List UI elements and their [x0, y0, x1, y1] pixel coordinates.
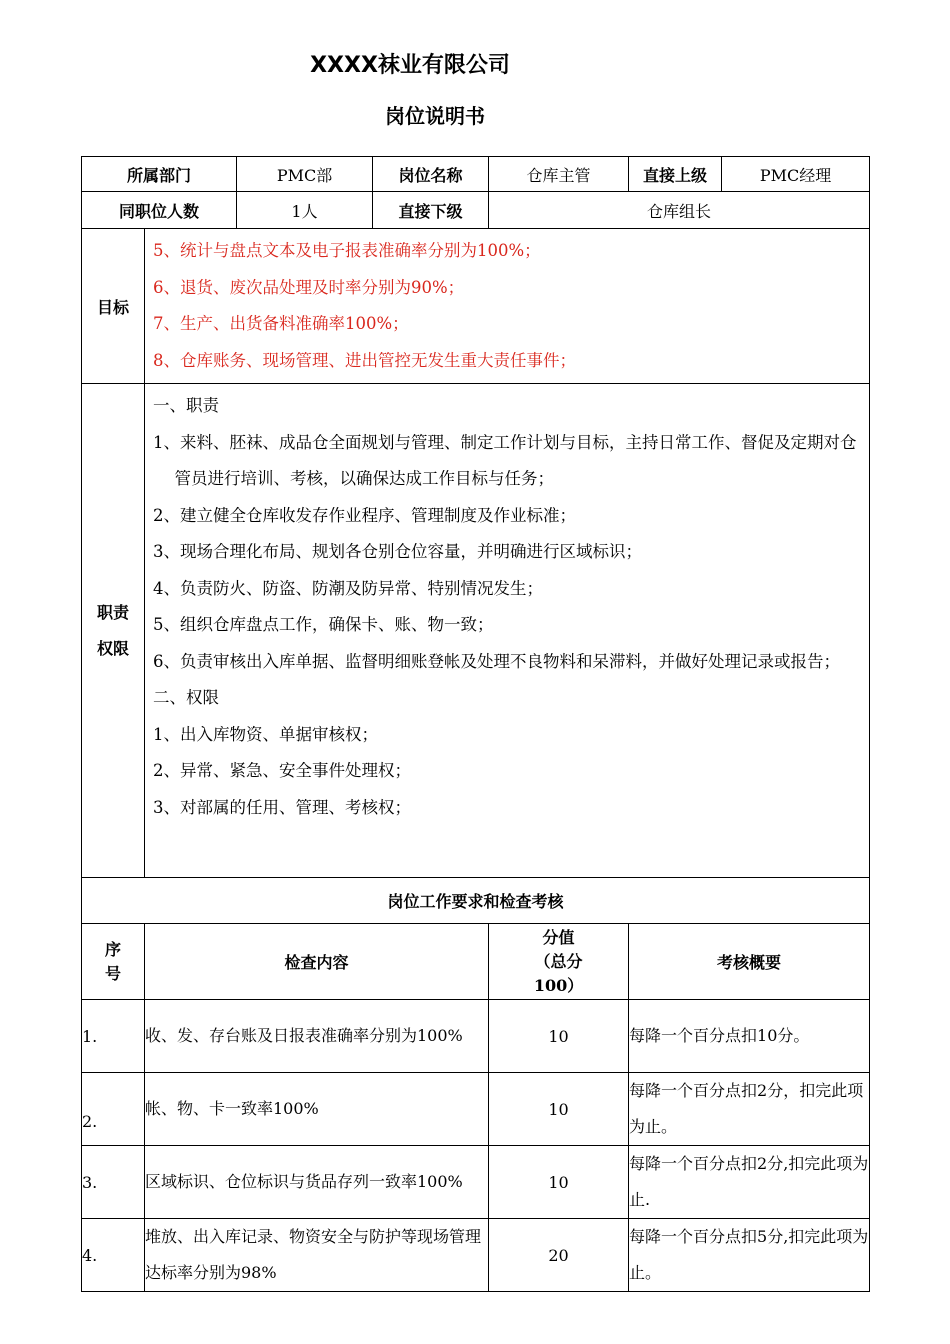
duty-item: 4、负责防火、防盗、防潮及防异常、特别情况发生；	[153, 578, 543, 598]
goal-item: 7、生产、出货备料准确率100%；	[153, 314, 409, 333]
row-number: 3.	[82, 1146, 145, 1219]
assessment-row	[82, 1146, 870, 1219]
row-summary: 每降一个百分点扣10分。	[629, 1000, 870, 1073]
assessment-row	[82, 1219, 870, 1292]
superior-value: PMC经理	[722, 157, 870, 192]
duties-label	[82, 384, 145, 878]
row-number: 1.	[82, 1000, 145, 1073]
document-title: 岗位说明书	[385, 104, 485, 128]
authority-item: 1、出入库物资、单据审核权；	[153, 724, 378, 744]
row-summary: 每降一个百分点扣5分,扣完此项为止。	[629, 1219, 870, 1292]
goals-label: 目标	[82, 229, 145, 384]
assessment-row	[82, 1000, 870, 1073]
col-no-text: 序号	[104, 939, 121, 983]
duties-row	[82, 384, 870, 878]
superior-label: 直接上级	[629, 157, 722, 192]
col-content-header: 检查内容	[145, 924, 489, 1000]
position-label: 岗位名称	[373, 157, 489, 192]
row-number: 2.	[82, 1073, 145, 1146]
duty-item: 5、组织仓库盘点工作，确保卡、账、物一致；	[153, 615, 494, 634]
row-content: 区域标识、仓位标识与货品存列一致率100%	[145, 1146, 489, 1219]
row-number: 4.	[82, 1219, 145, 1292]
headcount-label: 同职位人数	[82, 192, 237, 229]
dept-label: 所属部门	[82, 157, 237, 192]
duty-item: 1、来料、胚袜、成品仓全面规划与管理、制定工作计划与目标，主持日常工作、督促及定期对仓管员进行培训、考核，以确保达成工作目标与任务；	[153, 432, 857, 488]
headcount-value: 1人	[237, 192, 373, 229]
row-summary: 每降一个百分点扣2分，扣完此项为止。	[629, 1073, 870, 1146]
row-score: 10	[489, 1073, 629, 1146]
goal-item: 8、仓库账务、现场管理、进出管控无发生重大责任事件；	[153, 350, 576, 370]
duties-label-line2: 权限	[96, 638, 129, 658]
assessment-title: 岗位工作要求和检查考核	[82, 878, 870, 924]
authority-item: 2、异常、紧急、安全事件处理权；	[153, 761, 411, 780]
goals-row	[82, 229, 870, 384]
goals-content	[145, 229, 870, 384]
dept-value: PMC部	[237, 157, 373, 192]
info-row-1	[82, 157, 870, 192]
job-description-table	[81, 156, 870, 1292]
info-row-2	[82, 192, 870, 229]
company-name: XXXX袜业有限公司	[310, 53, 510, 78]
row-summary: 每降一个百分点扣2分,扣完此项为止.	[629, 1146, 870, 1219]
duties-label-line1: 职责	[96, 602, 129, 622]
assessment-title-row	[82, 878, 870, 924]
duty-item: 3、现场合理化布局、规划各仓别仓位容量，并明确进行区域标识；	[153, 542, 642, 561]
row-content: 收、发、存台账及日报表准确率分别为100%	[145, 1000, 489, 1073]
col-score-text: 分值（总分100）	[533, 927, 584, 995]
position-value: 仓库主管	[489, 157, 629, 192]
row-content: 帐、物、卡一致率100%	[145, 1073, 489, 1146]
row-score: 10	[489, 1146, 629, 1219]
row-score: 20	[489, 1219, 629, 1292]
row-score: 10	[489, 1000, 629, 1073]
assessment-header-row	[82, 924, 870, 1000]
col-no-header	[82, 924, 145, 1000]
duties-content	[145, 384, 870, 878]
goal-item: 5、统计与盘点文本及电子报表准确率分别为100%；	[153, 241, 541, 260]
duty-item: 6、负责审核出入库单据、监督明细账登帐及处理不良物料和呆滞料，并做好处理记录或报告；	[153, 651, 840, 671]
col-summary-header: 考核概要	[629, 924, 870, 1000]
goal-item: 6、退货、废次品处理及时率分别为90%；	[153, 277, 465, 297]
assessment-row	[82, 1073, 870, 1146]
authority-heading: 二、权限	[153, 688, 219, 707]
subordinate-value: 仓库组长	[489, 192, 870, 229]
subordinate-label: 直接下级	[373, 192, 489, 229]
authority-item: 3、对部属的任用、管理、考核权；	[153, 797, 411, 817]
col-score-header	[489, 924, 629, 1000]
duty-item: 2、建立健全仓库收发存作业程序、管理制度及作业标准；	[153, 505, 576, 525]
duties-heading: 一、职责	[153, 396, 219, 415]
row-content: 堆放、出入库记录、物资安全与防护等现场管理达标率分别为98%	[145, 1219, 489, 1292]
